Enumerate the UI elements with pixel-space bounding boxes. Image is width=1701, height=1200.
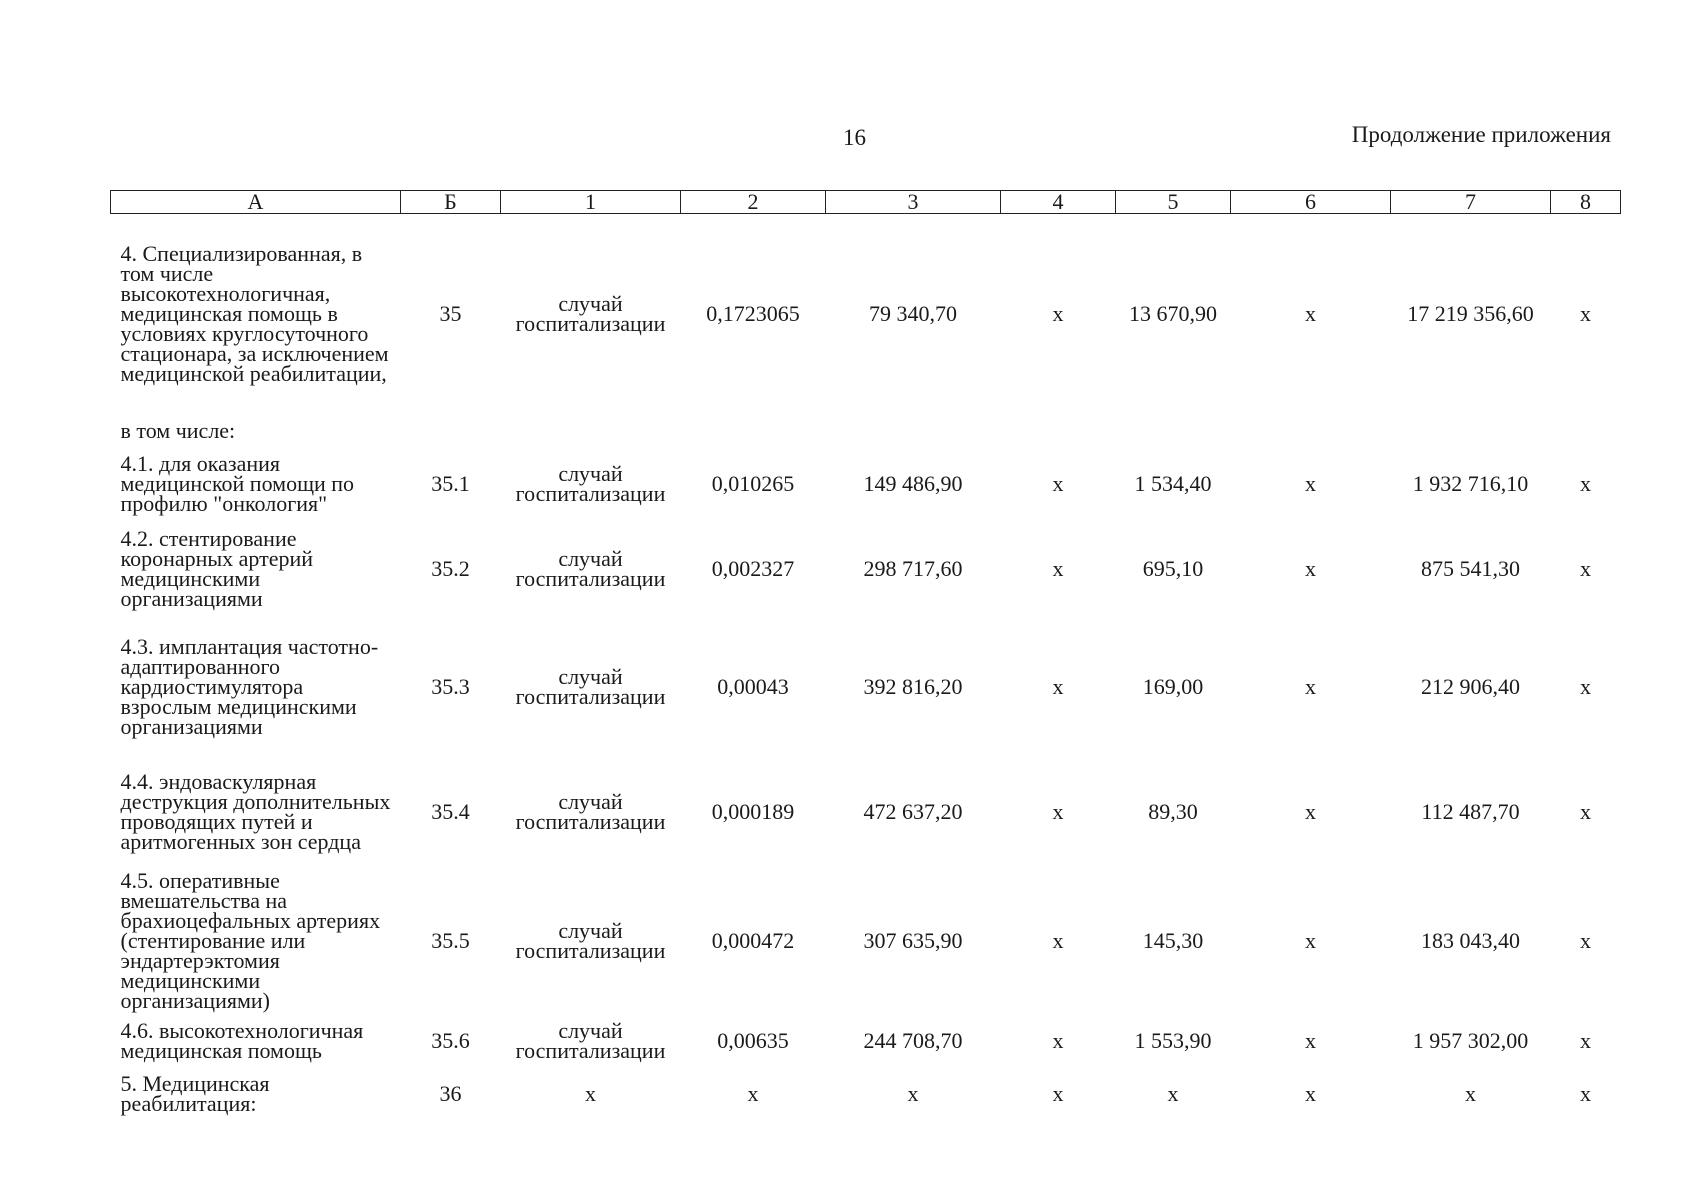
row-label: 4.3. имплантация частотно-адаптированного кардиостимулятора взрослым медицинскими организациями	[120, 633, 379, 739]
row-code	[401, 414, 501, 448]
cell-6: х	[1305, 1027, 1316, 1053]
cell-5: 89,30	[1148, 798, 1198, 824]
cell-6: х	[1305, 798, 1316, 824]
cell-4: х	[1052, 300, 1064, 326]
header-cell: 3	[826, 191, 1001, 214]
cell-4: х	[1052, 927, 1064, 953]
row-label: 4.4. эндоваскулярная деструкция дополнительных проводящих путей и аритмогенных зон сердца	[120, 768, 391, 854]
cell-7: 183 043,40	[1421, 927, 1520, 953]
cell-5: 13 670,90	[1129, 300, 1217, 326]
cell-4: х	[1052, 470, 1064, 496]
cell-5: 169,00	[1142, 673, 1204, 699]
unit-cell	[501, 868, 681, 1014]
page-number: 16	[843, 125, 866, 150]
header-cell: 5	[1116, 191, 1231, 214]
row-label: 5. Медицинская реабилитация:	[120, 1070, 270, 1116]
table-row	[111, 414, 1621, 448]
cell-2: 0,00043	[717, 673, 789, 699]
table-row	[111, 448, 1621, 520]
row-code: 35.6	[431, 1027, 470, 1053]
header-cell: А	[111, 191, 401, 214]
table-row	[111, 1068, 1621, 1120]
cell-6: х	[1305, 927, 1316, 953]
cell-6: х	[1305, 1080, 1316, 1106]
unit-cell	[501, 1014, 681, 1068]
cell-5: х	[1167, 1080, 1179, 1106]
cell-7: 212 906,40	[1421, 673, 1520, 699]
row-label: 4.5. оперативные вмешательства на брахиоцефальных артериях (стентирование или эндартерэктомия медицинскими организациями)	[120, 867, 381, 1013]
cell-8: х	[1580, 798, 1591, 824]
cell-4: х	[1052, 1027, 1064, 1053]
cell-6: х	[1305, 555, 1316, 581]
cell-2: 0,00635	[717, 1027, 789, 1053]
cell-3	[826, 414, 1001, 448]
table-row	[111, 756, 1621, 868]
table-row	[111, 214, 1621, 414]
unit-label: случай госпитализации	[515, 290, 666, 336]
cell-8: х	[1580, 555, 1591, 581]
cell-8: х	[1580, 927, 1591, 953]
header-cell: Б	[401, 191, 501, 214]
cell-7: 1 932 716,10	[1412, 470, 1529, 496]
row-code: 35.4	[431, 798, 470, 824]
cell-7	[1391, 414, 1551, 448]
cell-6	[1231, 414, 1391, 448]
cell-2: 0,002327	[711, 555, 795, 581]
cell-3: х	[907, 1080, 919, 1106]
cell-3: 149 486,90	[863, 470, 963, 496]
unit-label: случай госпитализации	[515, 1017, 666, 1063]
cell-4: х	[1052, 1080, 1064, 1106]
cell-2: 0,010265	[711, 470, 795, 496]
unit-cell	[501, 214, 681, 414]
table-row	[111, 1014, 1621, 1068]
row-label: 4.2. стентирование коронарных артерий медицинскими организациями	[120, 525, 314, 611]
cell-5: 695,10	[1142, 555, 1204, 581]
cell-5: 1 553,90	[1134, 1027, 1212, 1053]
appendix-table	[110, 190, 1621, 1120]
unit-cell	[501, 414, 681, 448]
cell-8: х	[1580, 1080, 1591, 1106]
cell-2: 0,000189	[711, 798, 795, 824]
cell-5	[1116, 414, 1231, 448]
cell-3: 79 340,70	[869, 300, 957, 326]
header-cell: 6	[1231, 191, 1391, 214]
cell-2: 0,000472	[711, 927, 795, 953]
unit-label: случай госпитализации	[515, 917, 666, 963]
unit-cell: х	[585, 1080, 596, 1106]
row-label: 4.1. для оказания медицинской помощи по профилю "онкология"	[120, 450, 355, 516]
cell-3: 244 708,70	[863, 1027, 963, 1053]
table-row	[111, 520, 1621, 618]
unit-label: случай госпитализации	[515, 788, 666, 834]
row-code: 35	[439, 300, 462, 326]
continuation-caption: Продолжение приложения	[1351, 122, 1611, 147]
cell-4	[1001, 414, 1116, 448]
cell-5: 145,30	[1142, 927, 1204, 953]
cell-2: х	[747, 1080, 759, 1106]
cell-7: 1 957 302,00	[1412, 1027, 1529, 1053]
cell-8: х	[1580, 673, 1591, 699]
unit-label: случай госпитализации	[515, 545, 666, 591]
cell-4: х	[1052, 555, 1064, 581]
unit-label: случай госпитализации	[515, 663, 666, 709]
row-label: 4. Специализированная, в том числе высокотехнологичная, медицинская помощь в условиях круглосуточного стационара, за исключением медицинской реабилитации,	[120, 240, 389, 386]
row-code: 36	[439, 1080, 462, 1106]
cell-8: х	[1580, 300, 1591, 326]
cell-3: 298 717,60	[863, 555, 963, 581]
row-code: 35.1	[431, 470, 470, 496]
cell-4: х	[1052, 798, 1064, 824]
row-code: 35.5	[431, 927, 470, 953]
cell-7: х	[1465, 1080, 1476, 1106]
cell-8	[1551, 414, 1621, 448]
cell-6: х	[1305, 300, 1316, 326]
cell-7: 17 219 356,60	[1407, 300, 1534, 326]
header-cell: 8	[1551, 191, 1621, 214]
cell-2: 0,1723065	[706, 300, 800, 326]
cell-3: 472 637,20	[863, 798, 963, 824]
header-cell: 4	[1001, 191, 1116, 214]
cell-8: х	[1580, 470, 1591, 496]
unit-cell	[501, 448, 681, 520]
cell-5: 1 534,40	[1134, 470, 1212, 496]
cell-4: х	[1052, 673, 1064, 699]
unit-label: случай госпитализации	[515, 460, 666, 506]
cell-7: 875 541,30	[1421, 555, 1520, 581]
unit-cell	[501, 756, 681, 868]
table-row	[111, 618, 1621, 756]
table-header-row	[111, 191, 1621, 214]
cell-8: х	[1580, 1027, 1591, 1053]
cell-2	[681, 414, 826, 448]
row-code: 35.2	[431, 555, 470, 581]
cell-7: 112 487,70	[1421, 798, 1520, 824]
cell-6: х	[1305, 673, 1316, 699]
header-cell: 1	[501, 191, 681, 214]
table-row	[111, 868, 1621, 1014]
unit-cell	[501, 520, 681, 618]
cell-6: х	[1305, 470, 1316, 496]
cell-3: 392 816,20	[863, 673, 963, 699]
header-cell: 2	[681, 191, 826, 214]
header-cell: 7	[1391, 191, 1551, 214]
row-label: в том числе:	[120, 417, 236, 443]
row-code: 35.3	[431, 673, 470, 699]
unit-cell	[501, 618, 681, 756]
row-label: 4.6. высокотехнологичная медицинская помощь	[120, 1017, 364, 1063]
cell-3: 307 635,90	[863, 927, 963, 953]
